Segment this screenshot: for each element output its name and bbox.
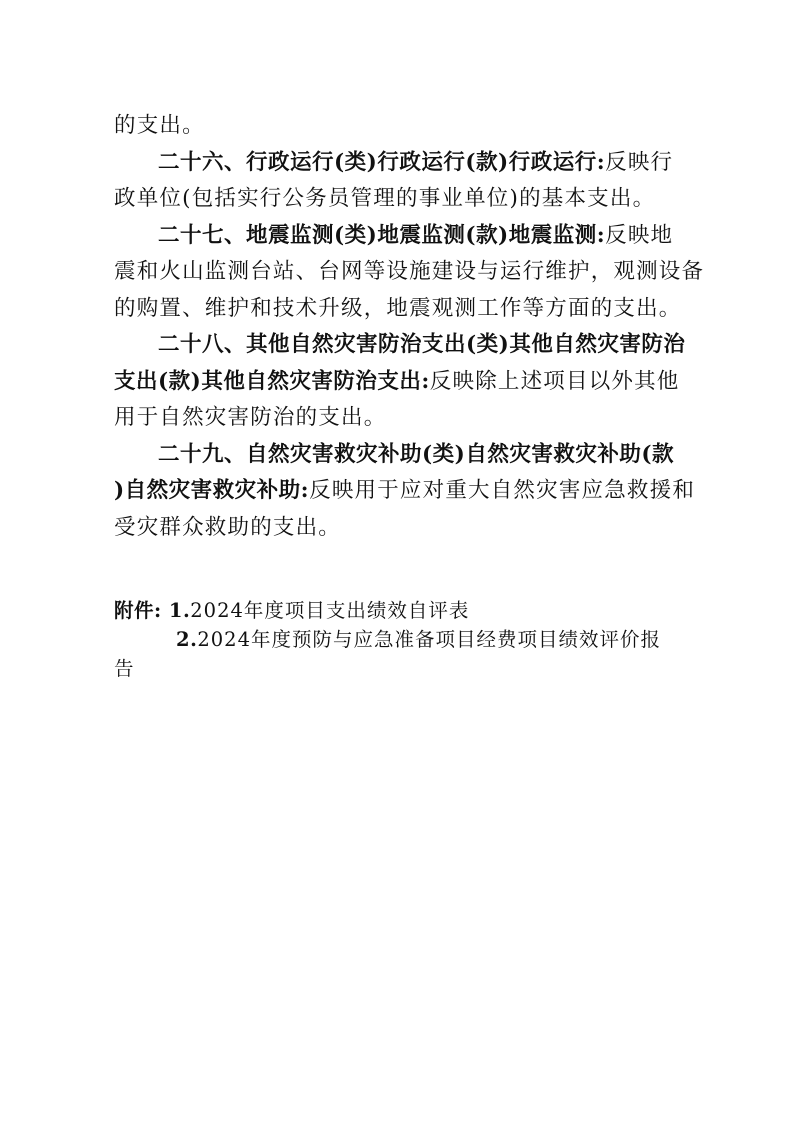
attachment-title: 2024年度项目支出绩效自评表 bbox=[190, 599, 470, 622]
paragraph-29-line-3 bbox=[114, 510, 682, 547]
attachment-item-1 bbox=[114, 596, 682, 625]
paragraph-text: 震和火山监测台站、台网等设施建设与运行维护，观测设备 bbox=[114, 259, 705, 284]
paragraph-text: 政单位(包括实行公务员管理的事业单位)的基本支出。 bbox=[114, 186, 656, 211]
paragraph-text: 反映行 bbox=[605, 149, 674, 175]
attachments-label: 附件: bbox=[114, 599, 162, 622]
paragraph-text: 反映用于应对重大自然灾害应急救援和 bbox=[309, 478, 696, 503]
paragraph-27-line-3 bbox=[114, 291, 682, 328]
item-heading: 二十八、其他自然灾害防治支出(类)其他自然灾害防治 bbox=[158, 332, 686, 357]
paragraph-text: 的支出。 bbox=[114, 113, 205, 138]
attachment-title-continuation: 告 bbox=[114, 657, 135, 680]
paragraph-29-line-2 bbox=[114, 473, 696, 510]
paragraph-text: 的购置、维护和技术升级，地震观测工作等方面的支出。 bbox=[114, 295, 682, 321]
paragraph-text: 用于自然灾害防治的支出。 bbox=[114, 405, 387, 430]
attachment-item-2-continuation bbox=[114, 654, 682, 683]
paragraph-text: 受灾群众救助的支出。 bbox=[114, 514, 342, 540]
paragraph-29-line-1 bbox=[114, 437, 682, 474]
attachment-title: 2024年度预防与应急准备项目经费项目绩效评价报 bbox=[197, 628, 661, 651]
item-heading: 支出(款)其他自然灾害防治支出: bbox=[114, 368, 430, 394]
paragraph-text: 反映地 bbox=[605, 222, 674, 248]
paragraph-28-line-1 bbox=[114, 327, 686, 364]
item-heading: 二十六、行政运行(类)行政运行(款)行政运行: bbox=[158, 149, 606, 175]
item-heading: )自然灾害救灾补助: bbox=[114, 478, 310, 503]
document-body bbox=[114, 108, 705, 546]
attachment-number: 1. bbox=[168, 599, 191, 622]
paragraph-26-line-1 bbox=[114, 145, 682, 182]
item-heading: 二十九、自然灾害救灾补助(类)自然灾害救灾补助(款 bbox=[158, 441, 675, 467]
paragraph-continuation bbox=[114, 108, 682, 145]
paragraph-28-line-3 bbox=[114, 400, 682, 437]
paragraph-text: 反映除上述项目以外其他 bbox=[429, 368, 680, 394]
paragraph-27-line-1 bbox=[114, 218, 682, 255]
item-heading: 二十七、地震监测(类)地震监测(款)地震监测: bbox=[158, 222, 606, 248]
attachments-section bbox=[114, 596, 682, 683]
paragraph-27-line-2 bbox=[114, 254, 705, 291]
paragraph-28-line-2 bbox=[114, 364, 682, 401]
attachment-number: 2. bbox=[176, 628, 198, 651]
paragraph-26-line-2 bbox=[114, 181, 682, 218]
attachment-item-2 bbox=[114, 625, 682, 654]
